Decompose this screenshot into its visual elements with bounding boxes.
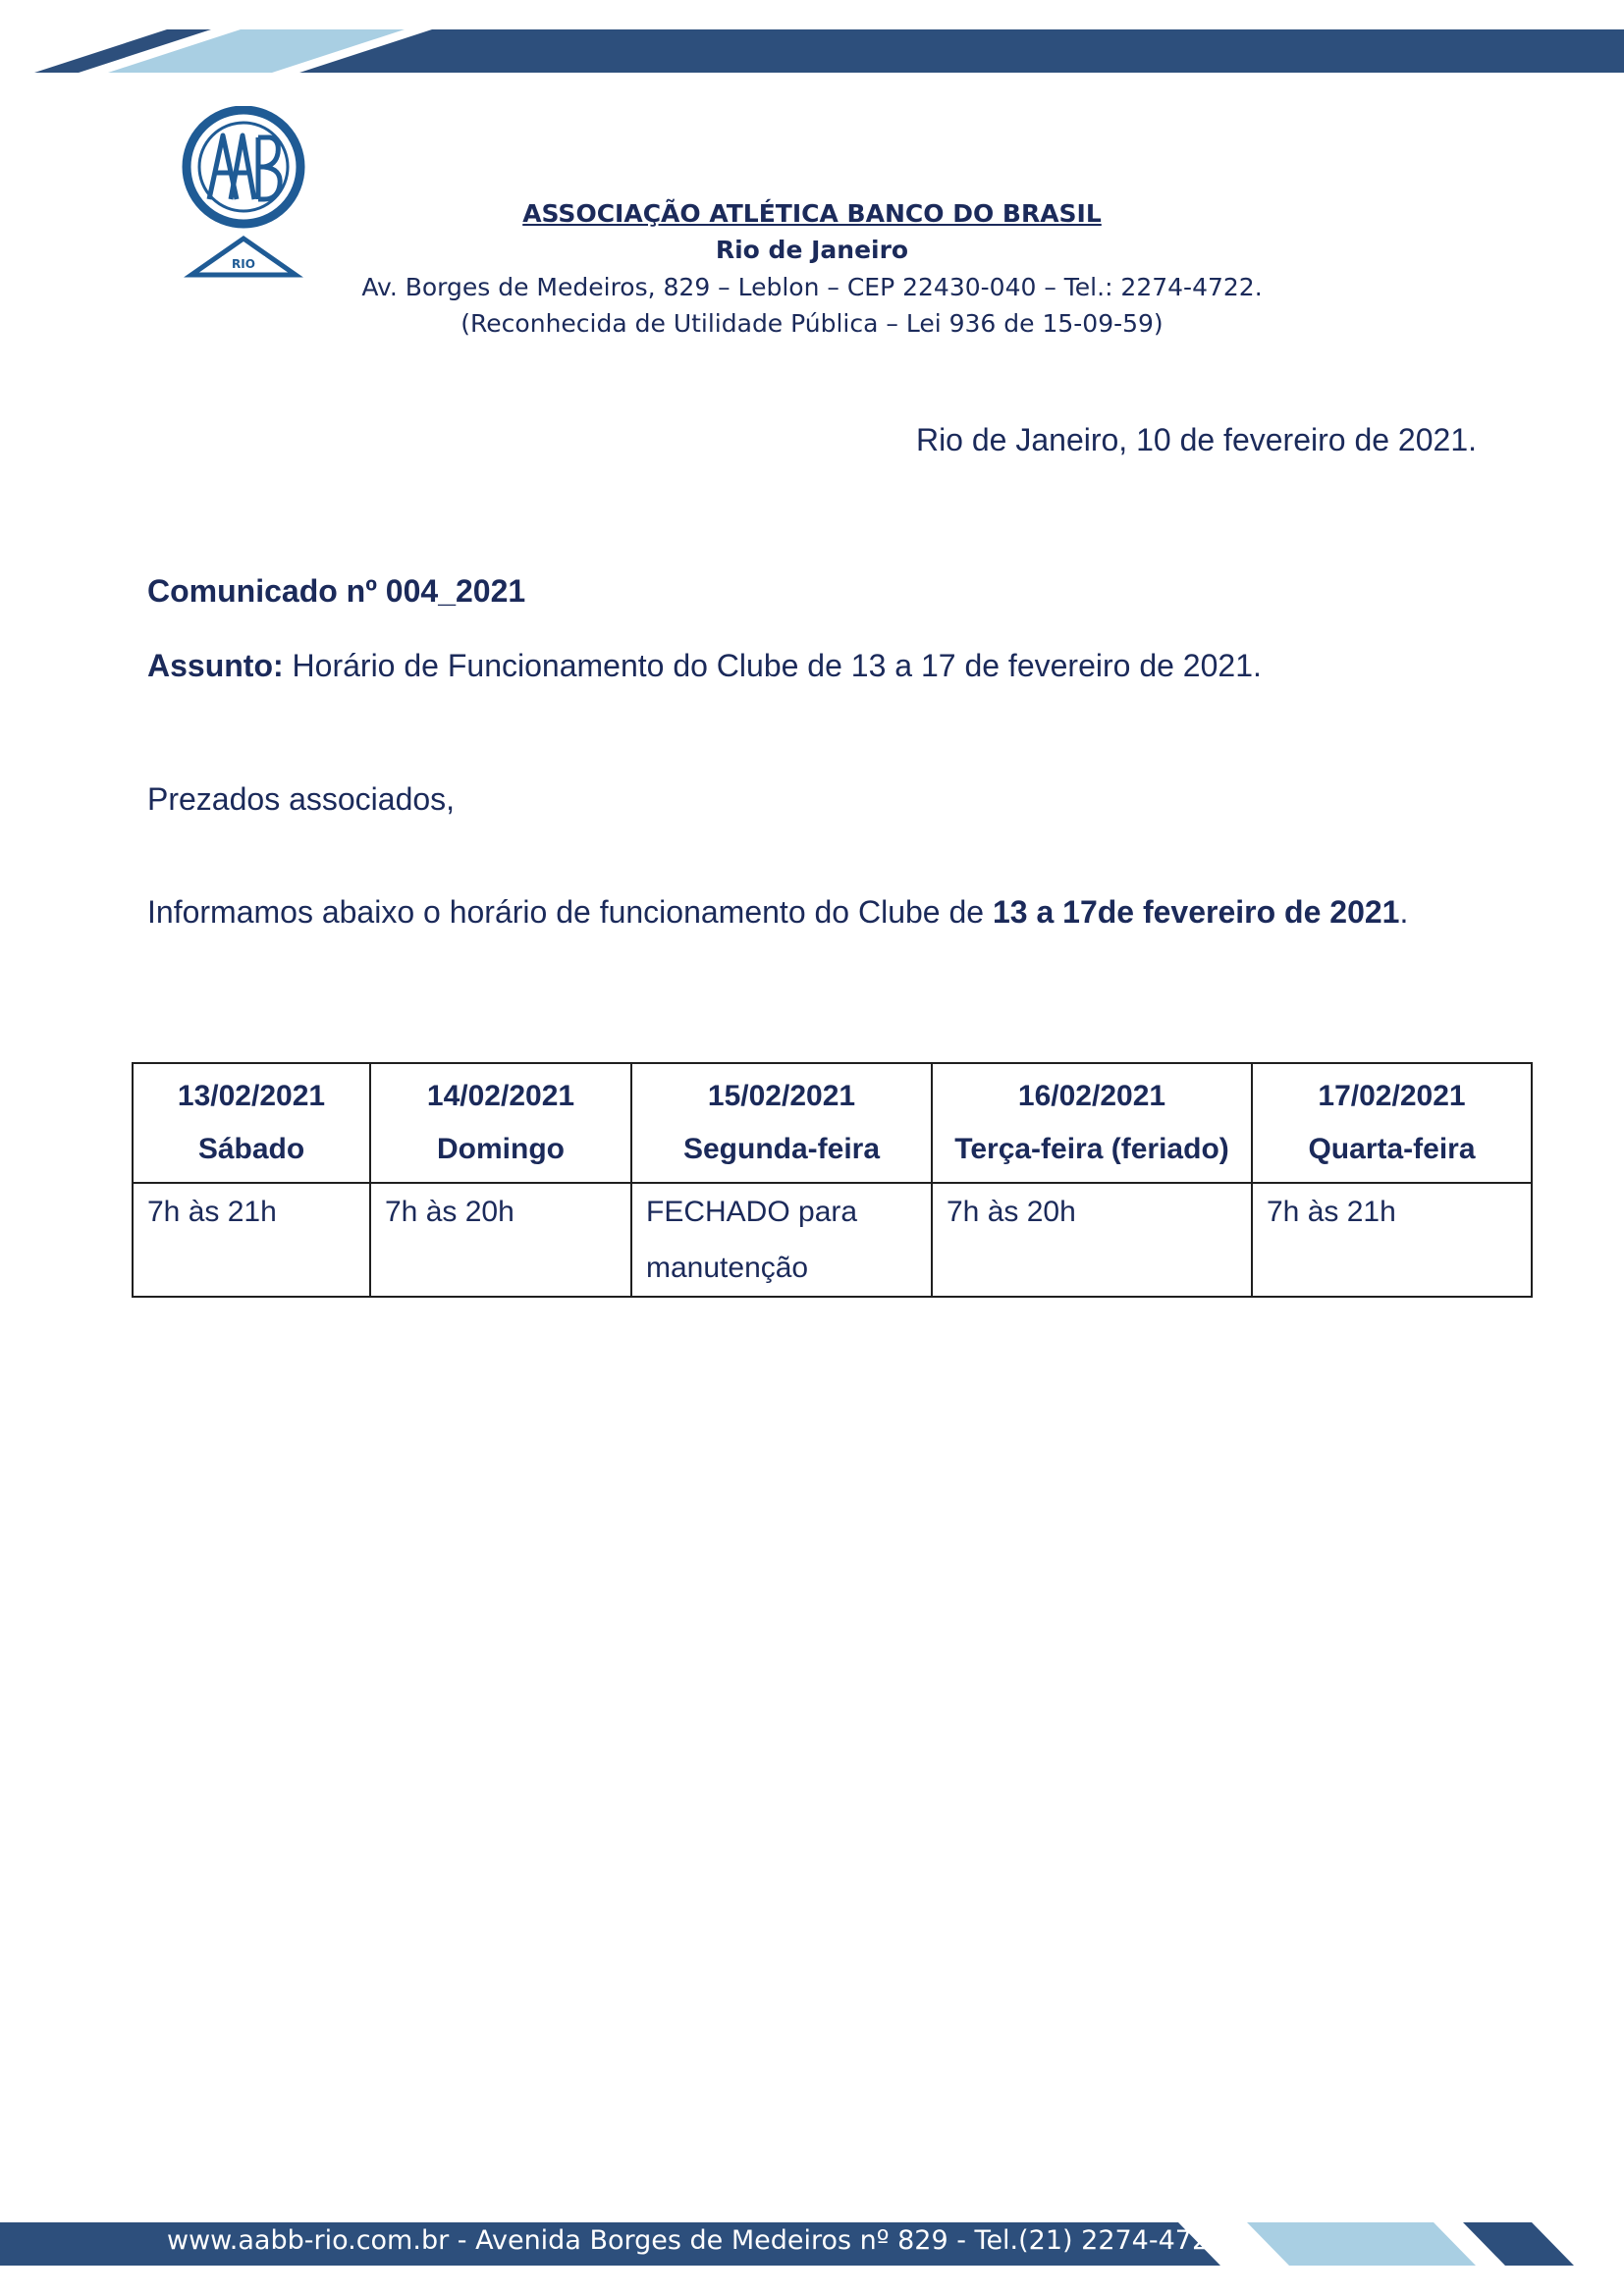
table-header-cell: [932, 1063, 1252, 1183]
footer-stripe-dark-2: [1463, 2222, 1574, 2266]
footer-text: www.aabb-rio.com.br - Avenida Borges de Medeiros nº 829 - Tel.(21) 2274-4722: [167, 2225, 1226, 2256]
table-header-row: [133, 1063, 1532, 1183]
org-law-note: (Reconhecida de Utilidade Pública – Lei 936 de 15-09-59): [460, 309, 1164, 338]
hours-line: 7h às 21h: [147, 1196, 277, 1228]
schedule-table: [132, 1062, 1533, 1298]
header-date: 17/02/2021: [1318, 1080, 1466, 1112]
header-stripe-dark-2: [299, 29, 1624, 73]
subject-line: [147, 648, 1262, 684]
date-line: Rio de Janeiro, 10 de fevereiro de 2021.: [915, 422, 1477, 457]
table-cell-hours: [631, 1183, 932, 1297]
table-cell-hours: [370, 1183, 631, 1297]
logo-badge-text: RIO: [232, 257, 255, 271]
subject-text: Horário de Funcionamento do Clube de 13 a 17 de fevereiro de 2021.: [283, 648, 1262, 683]
greeting: Prezados associados,: [147, 781, 456, 817]
logo-monogram: [209, 135, 280, 199]
hours-line: 7h às 20h: [947, 1196, 1076, 1228]
header-day: Domingo: [437, 1133, 565, 1165]
table-cell-hours: [133, 1183, 370, 1297]
header-date: 15/02/2021: [707, 1080, 856, 1112]
aabb-logo: [180, 106, 307, 279]
header-date: 16/02/2021: [1017, 1080, 1166, 1112]
table-header-cell: [1252, 1063, 1532, 1183]
info-date-range: 13 a 17de fevereiro de 2021: [992, 894, 1400, 930]
header-day: Sábado: [197, 1133, 305, 1165]
hours-line: manutenção: [646, 1252, 809, 1284]
org-city: Rio de Janeiro: [715, 236, 909, 264]
table-header-cell: [133, 1063, 370, 1183]
hours-line: 7h às 20h: [385, 1196, 514, 1228]
header-day: Quarta-feira: [1308, 1133, 1476, 1165]
footer-stripe-light: [1247, 2222, 1476, 2266]
header-band: [0, 0, 1624, 79]
header-date: 14/02/2021: [426, 1080, 575, 1112]
hours-line: 7h às 21h: [1267, 1196, 1396, 1228]
comunicado-number: Comunicado nº 004_2021: [147, 573, 526, 609]
header-day: Terça-feira (feriado): [954, 1133, 1229, 1165]
hours-line: FECHADO para: [646, 1196, 858, 1228]
info-paragraph: [147, 894, 1408, 931]
org-name: ASSOCIAÇÃO ATLÉTICA BANCO DO BRASIL: [522, 199, 1102, 228]
table-header-cell: [370, 1063, 631, 1183]
subject-label: Assunto:: [147, 648, 284, 683]
table-row: [133, 1183, 1532, 1297]
info-text: Informamos abaixo o horário de funcionamento do Clube de: [147, 894, 993, 930]
header-date: 13/02/2021: [177, 1080, 326, 1112]
table-cell-hours: [1252, 1183, 1532, 1297]
header-day: Segunda-feira: [682, 1133, 881, 1165]
table-header-cell: [631, 1063, 932, 1183]
org-address: Av. Borges de Medeiros, 829 – Leblon – CEP 22430-040 – Tel.: 2274-4722.: [361, 273, 1263, 301]
letterhead: [295, 196, 1329, 342]
logo-outer-ring: [187, 110, 300, 224]
info-end: .: [1399, 894, 1409, 930]
table-cell-hours: [932, 1183, 1252, 1297]
